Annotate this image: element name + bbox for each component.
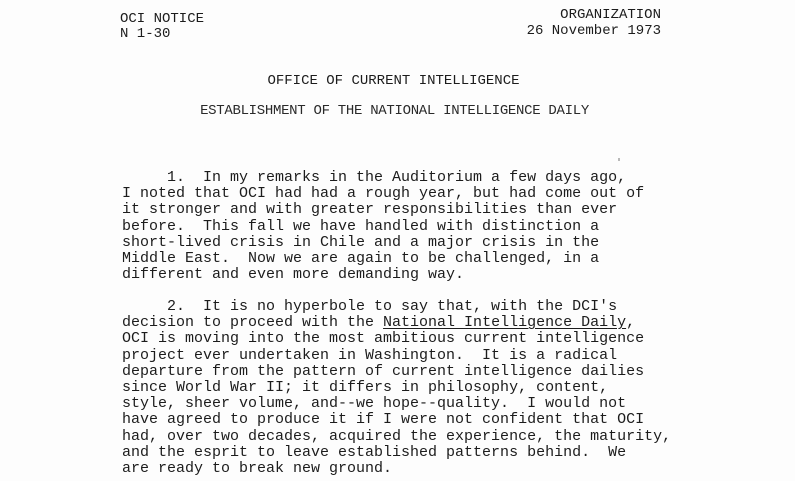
paragraph-line: had, over two decades, acquired the experience, the maturity, — [122, 427, 672, 445]
paragraph-line: departure from the pattern of current intelligence dailies — [122, 362, 645, 380]
notice-number: N 1-30 — [120, 26, 171, 42]
paragraph-line: have agreed to produce it if I were not confident that OCI — [122, 411, 645, 429]
subject-title: ESTABLISHMENT OF THE NATIONAL INTELLIGENCE DAILY — [200, 103, 589, 119]
paragraph-line: 1. In my remarks in the Auditorium a few days ago, — [122, 169, 627, 186]
paragraph-line: different and even more demanding way. — [122, 266, 465, 284]
paragraph-line: since World War II; it differs in philosophy, content, — [122, 379, 609, 397]
organization-label: ORGANIZATION — [560, 7, 661, 23]
paragraph-line: style, sheer volume, and--we hope--quality. I would not — [122, 395, 627, 413]
paragraph-line — [122, 315, 671, 331]
paragraph-2 — [122, 299, 671, 477]
paragraph-line: and the esprit to leave established patterns behind. We — [122, 443, 627, 461]
paragraph-line: OCI is moving into the most ambitious current intelligence — [122, 330, 645, 348]
notice-header — [120, 12, 204, 42]
notice-label: OCI NOTICE — [120, 11, 205, 27]
paragraph-line: 2. It is no hyperbole to say that, with the DCI's — [122, 298, 618, 315]
paragraph-line: it stronger and with greater responsibilities than ever — [122, 201, 618, 219]
underlined-publication-title: National Intelligence Daily — [383, 314, 627, 332]
paragraph-line: short-lived crisis in Chile and a major crisis in the — [122, 233, 600, 251]
paragraph-line: project ever undertaken in Washington. It is a radical — [122, 346, 618, 364]
paragraph-1 — [122, 170, 644, 283]
paragraph-line: Middle East. Now we are again to be challenged, in a — [122, 250, 600, 268]
paragraph-line: I noted that OCI had had a rough year, but had come out of — [122, 185, 645, 203]
paragraph-text: , — [626, 314, 636, 332]
paragraph-line: before. This fall we have handled with distinction a — [122, 217, 600, 235]
notice-date: 26 November 1973 — [526, 23, 661, 39]
paragraph-line: are ready to break new ground. — [122, 460, 393, 478]
scan-speck — [618, 158, 620, 161]
office-title: OFFICE OF CURRENT INTELLIGENCE — [267, 73, 520, 89]
paragraph-text: decision to proceed with the — [122, 314, 384, 332]
organization-header — [527, 7, 661, 39]
